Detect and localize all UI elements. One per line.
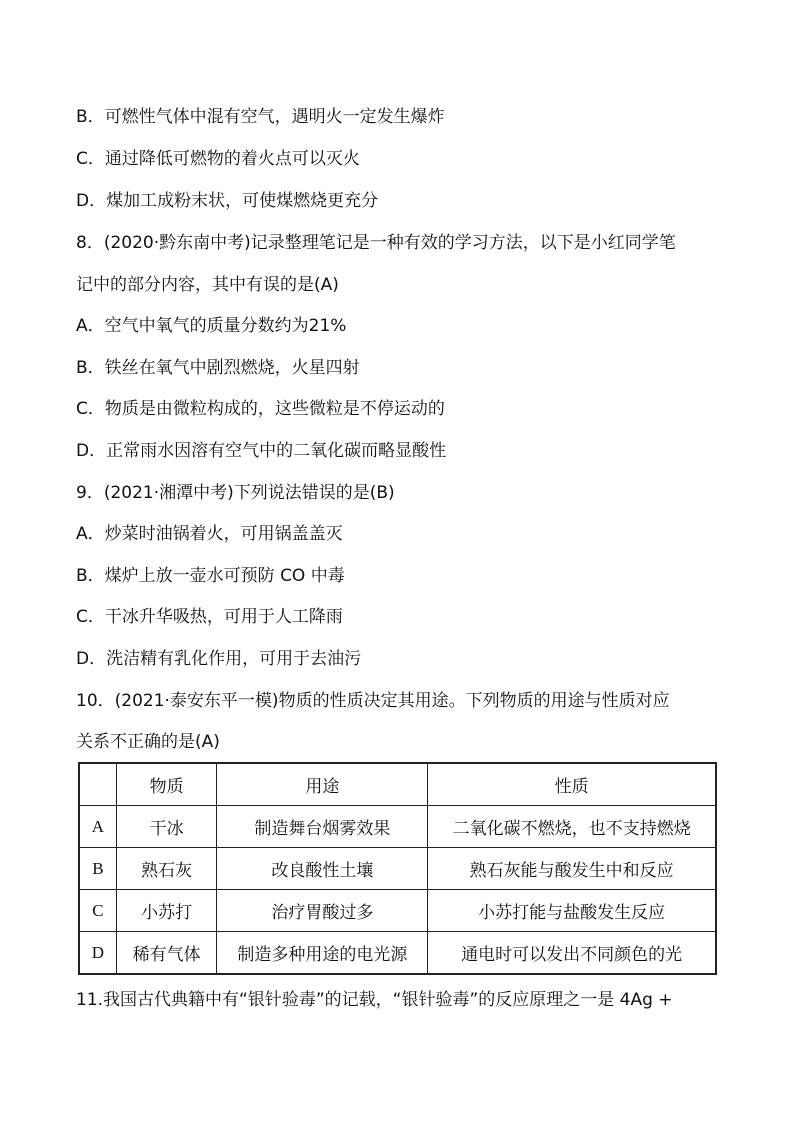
substance-cell: 小苏打 bbox=[116, 890, 217, 932]
substance-cell: 熟石灰 bbox=[116, 848, 217, 890]
question-10-line-2: 关系不正确的是(A) bbox=[76, 732, 220, 752]
use-cell: 改良酸性土壤 bbox=[217, 848, 428, 890]
property-cell: 二氧化碳不燃烧，也不支持燃烧 bbox=[428, 806, 716, 848]
header-cell-substance: 物质 bbox=[116, 763, 217, 806]
header-cell-property: 性质 bbox=[428, 763, 716, 806]
question-9-option-c: C．干冰升华吸热，可用于人工降雨 bbox=[76, 607, 343, 627]
question-9-option-a: A．炒菜时油锅着火，可用锅盖盖灭 bbox=[76, 524, 343, 544]
option-b-line: B．可燃性气体中混有空气，遇明火一定发生爆炸 bbox=[76, 107, 445, 127]
option-c-line: C．通过降低可燃物的着火点可以灭火 bbox=[76, 149, 360, 169]
row-label-cell: D bbox=[79, 932, 116, 975]
question-9-option-b: B．煤炉上放一壶水可预防 CO 中毒 bbox=[76, 566, 345, 586]
header-cell-label bbox=[79, 763, 116, 806]
table-row bbox=[79, 932, 716, 975]
row-label-cell: A bbox=[79, 806, 116, 848]
use-cell: 制造多种用途的电光源 bbox=[217, 932, 428, 975]
property-use-table bbox=[78, 762, 717, 975]
property-cell: 通电时可以发出不同颜色的光 bbox=[428, 932, 716, 975]
header-cell-use: 用途 bbox=[217, 763, 428, 806]
question-9-option-d: D．洗洁精有乳化作用，可用于去油污 bbox=[76, 649, 362, 669]
question-9-stem: 9．(2021·湘潭中考)下列说法错误的是(B) bbox=[76, 483, 395, 503]
question-8-option-b: B．铁丝在氧气中剧烈燃烧，火星四射 bbox=[76, 358, 360, 378]
question-8-option-a: A．空气中氧气的质量分数约为21% bbox=[76, 316, 347, 336]
table-header-row bbox=[79, 763, 716, 806]
table-row bbox=[79, 806, 716, 848]
property-cell: 小苏打能与盐酸发生反应 bbox=[428, 890, 716, 932]
table-row bbox=[79, 890, 716, 932]
property-cell: 熟石灰能与酸发生中和反应 bbox=[428, 848, 716, 890]
option-d-line: D．煤加工成粉末状，可使煤燃烧更充分 bbox=[76, 191, 379, 211]
substance-cell: 稀有气体 bbox=[116, 932, 217, 975]
use-cell: 治疗胃酸过多 bbox=[217, 890, 428, 932]
question-8-line-2: 记中的部分内容，其中有误的是(A) bbox=[76, 275, 339, 295]
question-8-option-d: D．正常雨水因溶有空气中的二氧化碳而略显酸性 bbox=[76, 441, 447, 461]
use-cell: 制造舞台烟雾效果 bbox=[217, 806, 428, 848]
question-8-option-c: C．物质是由微粒构成的，这些微粒是不停运动的 bbox=[76, 399, 445, 419]
substance-cell: 干冰 bbox=[116, 806, 217, 848]
question-10-line-1: 10．(2021·泰安东平一模)物质的性质决定其用途。下列物质的用途与性质对应 bbox=[76, 691, 670, 711]
table-row bbox=[79, 848, 716, 890]
row-label-cell: B bbox=[79, 848, 116, 890]
question-11-line: 11.我国古代典籍中有“银针验毒”的记载，“银针验毒”的反应原理之一是 4Ag + bbox=[76, 990, 673, 1010]
row-label-cell: C bbox=[79, 890, 116, 932]
question-8-line-1: 8．(2020·黔东南中考)记录整理笔记是一种有效的学习方法，以下是小红同学笔 bbox=[76, 233, 676, 253]
